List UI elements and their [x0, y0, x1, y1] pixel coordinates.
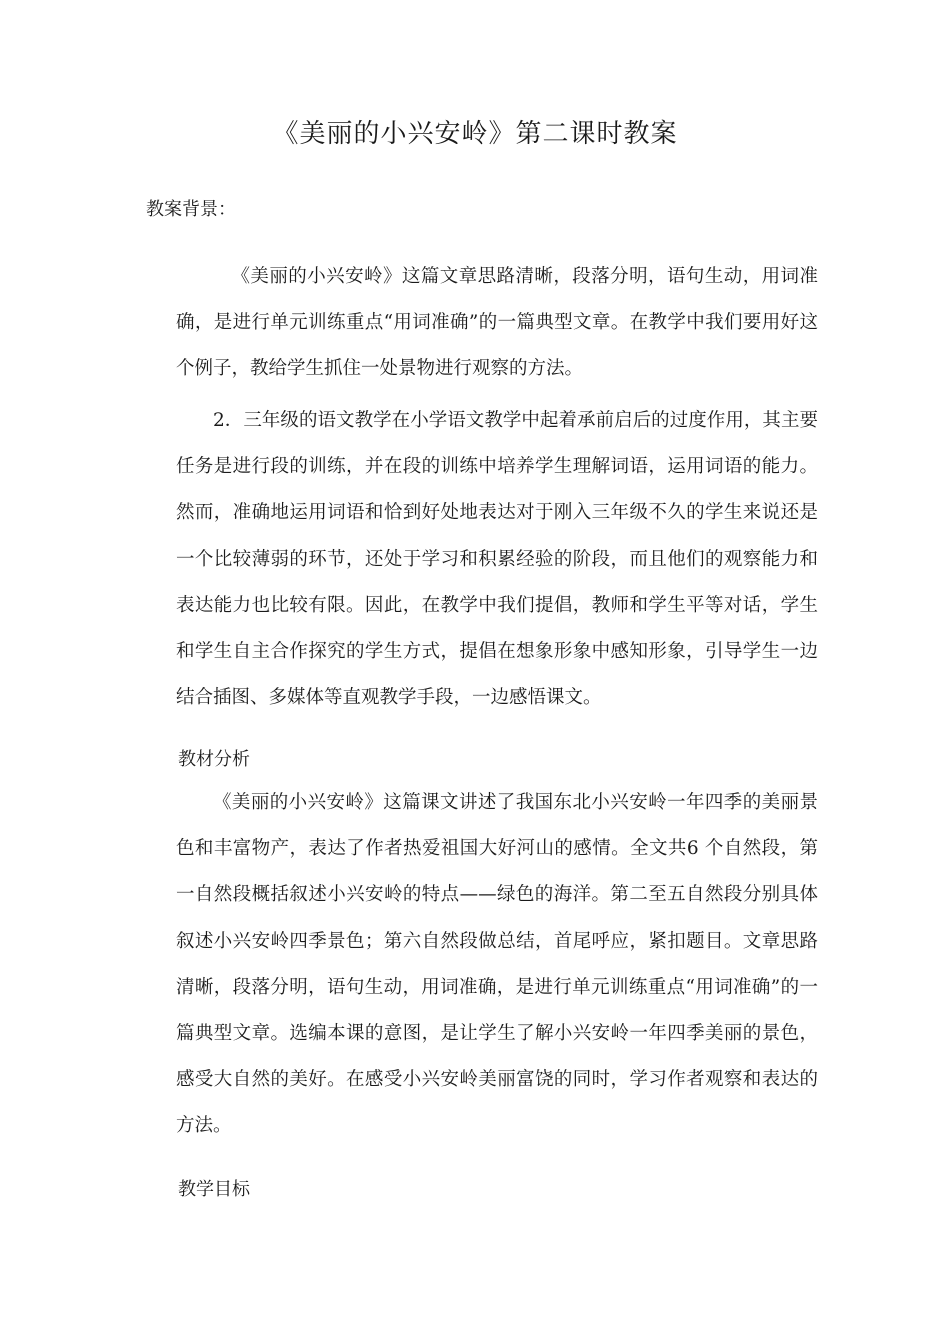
background-paragraph-1: 《美丽的小兴安岭》这篇文章思路清晰，段落分明，语句生动，用词准确，是进行单元训练重点“用词准确”的一篇典型文章。在教学中我们要用好这个例子，教给学生抓住一处景物进行观察的方法。 [176, 266, 818, 380]
background-paragraph-2: 2．三年级的语文教学在小学语文教学中起着承前启后的过度作用，其主要任务是进行段的训练，并在段的训练中培养学生理解词语，运用词语的能力。然而，准确地运用词语和恰到好处地表达对于刚入三年级不久的学生来说还是一个比较薄弱的环节，还处于学习和积累经验的阶段，而且他们的观察能力和表达能力也比较有限。因此，在教学中我们提倡，教师和学生平等对话，学生和学生自主合作探究的学生方式，提倡在想象形象中感知形象，引导学生一边结合插图、多媒体等直观教学手段，一边感悟课文。 [176, 410, 818, 709]
page-title: 《美丽的小兴安岭》第二课时教案 [272, 119, 678, 149]
background-label: 教案背景： [146, 199, 236, 220]
analysis-label: 教材分析 [178, 749, 250, 770]
analysis-paragraph: 《美丽的小兴安岭》这篇课文讲述了我国东北小兴安岭一年四季的美丽景色和丰富物产，表达了作者热爱祖国大好河山的感情。全文共6 个自然段，第一自然段概括叙述小兴安岭的特点——绿色的海洋。第二至五自然段分别具体叙述小兴安岭四季景色；第六自然段做总结，首尾呼应，紧扣题目。文章思路清晰，段落分明，语句生动，用词准确，是进行单元训练重点“用词准确”的一篇典型文章。选编本课的意图，是让学生了解小兴安岭一年四季美丽的景色，感受大自然的美好。在感受小兴安岭美丽富饶的同时，学习作者观察和表达的方法。 [176, 792, 818, 1137]
objectives-label: 教学目标 [178, 1179, 250, 1200]
